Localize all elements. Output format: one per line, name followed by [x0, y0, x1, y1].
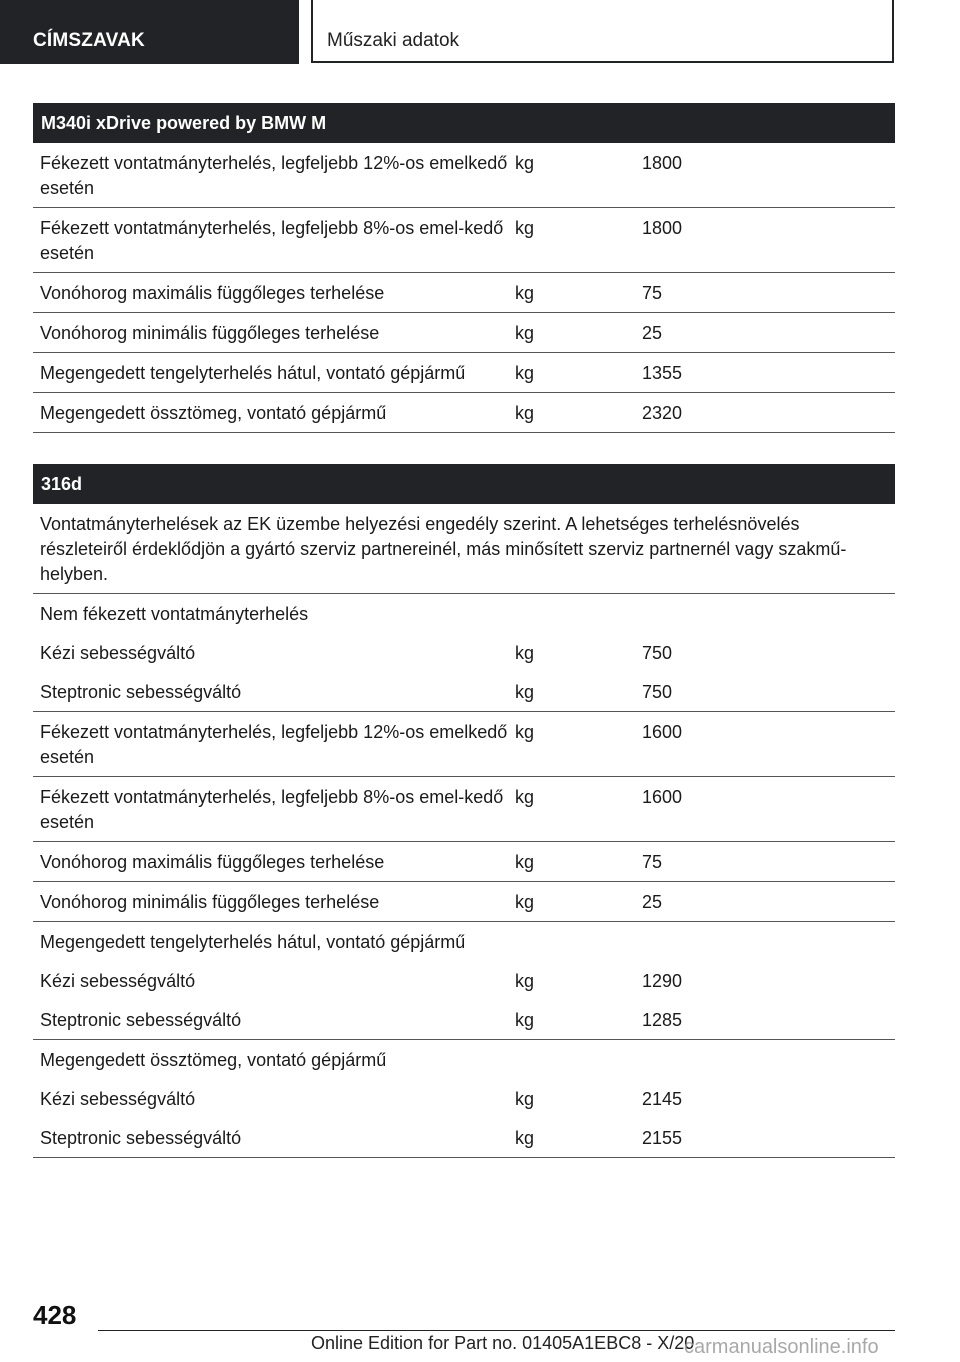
table-row [33, 273, 895, 313]
row-label: Megengedett tengelyterhelés hátul, vontató gépjármű [40, 363, 466, 383]
row-label: Fékezett vontatmányterhelés, legfeljebb 8%-os emel-kedő esetén [40, 787, 504, 832]
row-unit: kg [515, 852, 535, 872]
row-value: 1800 [642, 153, 683, 173]
row-label: Nem fékezett vontatmányterhelés [40, 604, 309, 624]
row-unit: kg [515, 1128, 535, 1148]
table-row [33, 842, 895, 882]
edition-text: Online Edition for Part no. 01405A1EBC8 - X/20 [311, 1333, 695, 1353]
chapter-tab [311, 0, 894, 63]
table-row-group-label [33, 1040, 895, 1079]
watermark: carmanualsonline.info [684, 1336, 879, 1358]
table-row [33, 712, 895, 777]
row-unit: kg [515, 363, 535, 383]
table-row [33, 672, 895, 712]
row-unit: kg [515, 403, 535, 423]
row-label: Megengedett tengelyterhelés hátul, vontató gépjármű [40, 932, 466, 952]
row-label: Megengedett össztömeg, vontató gépjármű [40, 403, 387, 423]
row-unit [508, 1048, 636, 1073]
table-row [33, 208, 895, 273]
row-unit: kg [515, 892, 535, 912]
row-label: Fékezett vontatmányterhelés, legfeljebb 8%-os emel-kedő esetén [40, 218, 504, 263]
row-value [636, 930, 895, 955]
spec-tables [33, 103, 895, 1158]
row-label: Kézi sebességváltó [40, 1089, 196, 1109]
row-value [636, 1048, 895, 1073]
row-unit: kg [515, 787, 535, 807]
footer-divider [98, 1330, 895, 1331]
row-unit [508, 602, 636, 627]
table-row [33, 1118, 895, 1158]
row-value: 2320 [642, 403, 683, 423]
row-value: 1600 [642, 787, 683, 807]
row-unit: kg [515, 1089, 535, 1109]
section-label: CÍMSZAVAK [33, 30, 145, 51]
row-value [636, 602, 895, 627]
table-row [33, 633, 895, 672]
row-value: 25 [642, 323, 663, 343]
row-label: Kézi sebességváltó [40, 971, 196, 991]
row-label: Fékezett vontatmányterhelés, legfeljebb 12%-os emelkedő esetén [40, 722, 508, 767]
row-label: Fékezett vontatmányterhelés, legfeljebb 12%-os emelkedő esetén [40, 153, 508, 198]
row-value: 1800 [642, 218, 683, 238]
row-unit: kg [515, 323, 535, 343]
row-value: 1600 [642, 722, 683, 742]
approval-note: Vontatmányterhelések az EK üzembe helyezési engedély szerint. A lehetséges terhelésnövelés részleteiről érdeklődjön a gyártó szerviz partnereinél, más minősített szerviz partnernél vagy szakmű-helyben. [33, 504, 895, 594]
row-value: 75 [642, 852, 663, 872]
row-unit: kg [515, 971, 535, 991]
section-spacer [33, 433, 895, 464]
row-value: 1290 [642, 971, 683, 991]
table-row [33, 313, 895, 353]
row-label: Vonóhorog minimális függőleges terhelése [40, 892, 380, 912]
row-value: 2155 [642, 1128, 683, 1148]
row-label: Vonóhorog maximális függőleges terhelése [40, 283, 385, 303]
section-tab [0, 0, 299, 64]
row-unit: kg [515, 682, 535, 702]
table-row [33, 777, 895, 842]
row-unit: kg [515, 643, 535, 663]
row-label: Vonóhorog maximális függőleges terhelése [40, 852, 385, 872]
row-value: 1285 [642, 1010, 683, 1030]
table-row [33, 1079, 895, 1118]
table-row [33, 882, 895, 922]
row-label: Steptronic sebességváltó [40, 1010, 242, 1030]
table-row-group-label [33, 922, 895, 961]
row-value: 750 [642, 682, 673, 702]
page-number: 428 [33, 1300, 77, 1330]
row-unit: kg [515, 722, 535, 742]
row-label: Steptronic sebességváltó [40, 1128, 242, 1148]
table-row [33, 393, 895, 433]
table-title-316d: 316d [33, 464, 895, 504]
table-row-group-label [33, 594, 895, 633]
table-row [33, 143, 895, 208]
table-title-m340i: M340i xDrive powered by BMW M [33, 103, 895, 143]
table-row [33, 1000, 895, 1040]
row-value: 2145 [642, 1089, 683, 1109]
row-unit: kg [515, 218, 535, 238]
row-label: Kézi sebességváltó [40, 643, 196, 663]
row-value: 1355 [642, 363, 683, 383]
row-label: Megengedett össztömeg, vontató gépjármű [40, 1050, 387, 1070]
table-row [33, 961, 895, 1000]
row-unit: kg [515, 1010, 535, 1030]
table-row [33, 353, 895, 393]
row-unit: kg [515, 153, 535, 173]
page-header [0, 0, 960, 66]
row-value: 750 [642, 643, 673, 663]
row-value: 75 [642, 283, 663, 303]
row-value: 25 [642, 892, 663, 912]
row-label: Steptronic sebességváltó [40, 682, 242, 702]
row-unit [508, 930, 636, 955]
row-label: Vonóhorog minimális függőleges terhelése [40, 323, 380, 343]
row-unit: kg [515, 283, 535, 303]
chapter-label: Műszaki adatok [327, 30, 460, 51]
